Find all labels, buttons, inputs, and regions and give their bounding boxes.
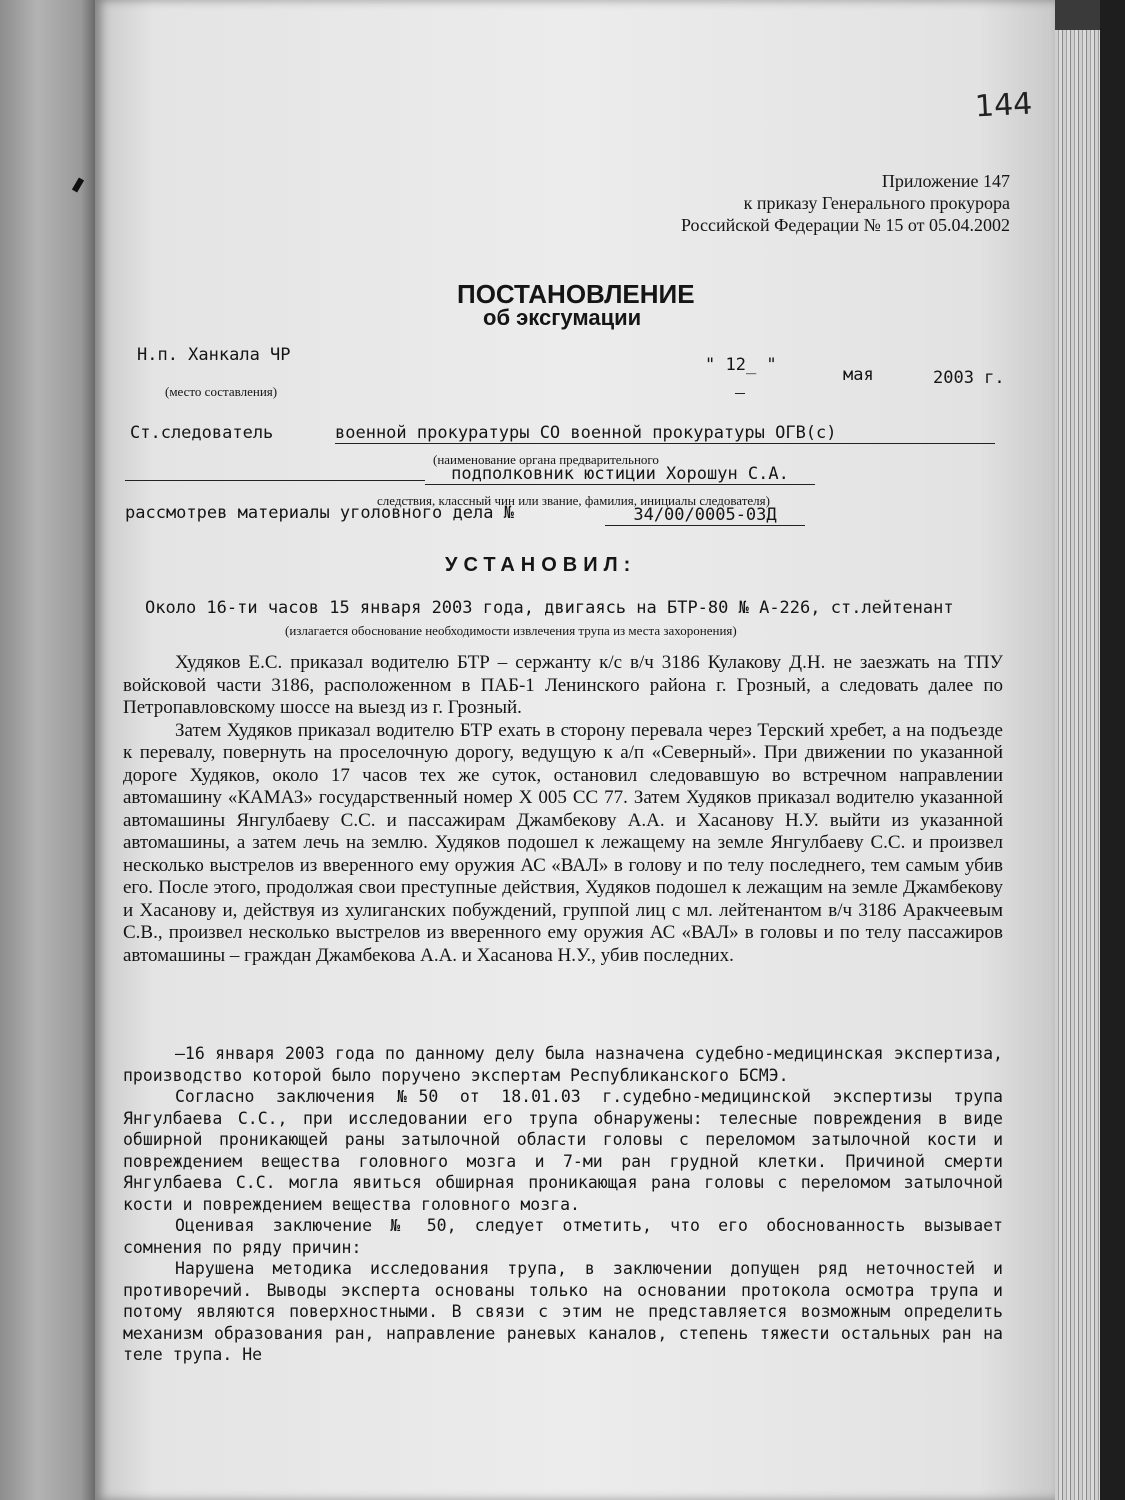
appendix-line2: к приказу Генерального прокурора xyxy=(743,193,1010,213)
date-year: 2003 г. xyxy=(933,368,1005,388)
place-caption: (место составления) xyxy=(165,384,278,399)
paragraph-3: —16 января 2003 года по данному делу была назначена судебно-медицинская экспертиза, производство которой было поручено экспертам Республиканского БСМЭ. xyxy=(123,1044,1003,1085)
paragraph-1: Худяков Е.С. приказал водителю БТР – сержанту к/с в/ч 3186 Кулакову Д.Н. не заезжать на ТПУ войсковой части 3186, расположенном в ПАБ-1 Ленинского района г. Грозный, а следовать далее по Петропавловскому шоссе на выезд из г. Грозный. xyxy=(123,652,1003,718)
intro-caption: (излагается обоснование необходимости извлечения трупа из места захоронения) xyxy=(285,623,737,638)
paragraph-4: Согласно заключения №50 от 18.01.03 г.судебно-медицинской экспертизы трупа Янгулбаева С.С., при исследовании его трупа обнаружены: телесные повреждения в виде обширной проникающей раны затылочной области головы с переломом затылочной кости и повреждением вещества головного мозга и 7-ми ран грудной клетки. Причиной смерти Янгулбаева С.С. могла явиться обширная проникающая рана головы с переломом затылочной кости и повреждением вещества головного мозга. xyxy=(123,1087,1003,1214)
paragraph-6: Нарушена методика исследования трупа, в заключении допущен ряд неточностей и противоречий. Выводы эксперта основаны только на основании протокола осмотра трупа и потому являются поверхностными. В связи с этим не представляется возможным определить механизм образования ран, направление раневых каналов, степень тяжести остальных ран на теле трупа. Не xyxy=(123,1259,1003,1364)
appendix-line3: Российской Федерации № 15 от 05.04.2002 xyxy=(680,215,1010,235)
left-facing-page xyxy=(0,0,95,1500)
document-page xyxy=(95,0,1055,1500)
rank-caption: следствия, классный чин или звание, фамилия, инициалы следователя) xyxy=(377,493,770,508)
date-month: мая xyxy=(843,365,874,385)
document-subtitle: об эксгумации xyxy=(483,305,642,330)
paragraph-5: Оценивая заключение № 50, следует отметить, что его обоснованность вызывает сомнения по ряду причин: xyxy=(123,1216,1003,1257)
investigator-org: военной прокуратуры СО военной прокуратуры ОГВ(с) xyxy=(335,423,995,444)
handwritten-page-number: 144 xyxy=(974,86,1034,125)
paragraph-2: Затем Худяков приказал водителю БТР ехать в сторону перевала через Терский хребет, а на подъезде к перевалу, повернуть на проселочную дорогу, ведущую к а/п «Северный». При движении по указанной дороге Худяков, около 17 часов тех же суток, остановил следовавшую во встречном направлении автомашину «КАМАЗ» государственный номер Х 005 СС 77. Затем Худяков приказал водителю указанной автомашины Янгулбаеву С.С. и пассажирам Джамбекову А.А. и Хасанову Н.У. выйти из указанной автомашины, а затем лечь на землю. Худяков подошел к лежащему на земле Янгулбаеву С.С. и произвел несколько выстрелов из вверенного ему оружия АС «ВАЛ» в голову и по телу последнего, тем самым убив его. После этого, продолжая свои преступные действия, Худяков подошел к лежащим на земле Джамбекову и Хасанову и, действуя из хулиганских побуждений, группой лиц с мл. лейтенантом в/ч 3186 Аракчеевым С.В., произвел несколько выстрелов из вверенного ему оружия АС «ВАЛ» в головы и по телу пассажиров автомашины – граждан Джамбекова А.А. и Хасанова Н.У., убив последних. xyxy=(123,719,1003,966)
background-right xyxy=(1100,0,1125,1500)
case-label: рассмотрев материалы уголовного дела № xyxy=(125,503,514,523)
expert-text-block xyxy=(123,1043,1003,1366)
intro-line: Около 16-ти часов 15 января 2003 года, двигаясь на БТР-80 № А-226, ст.лейтенант xyxy=(145,598,954,618)
document-title: ПОСТАНОВЛЕНИЕ xyxy=(457,279,695,309)
rank-left-line xyxy=(125,480,425,481)
established-heading: УСТАНОВИЛ: xyxy=(445,554,637,576)
page-stack-edge xyxy=(1055,30,1100,1500)
body-text-block xyxy=(123,652,1003,967)
place-of-drafting: Н.п. Ханкала ЧР xyxy=(137,345,291,365)
org-caption: (наименование органа предварительного xyxy=(433,452,659,467)
investigator-label: Ст.следователь xyxy=(130,423,274,443)
date-day: " 12_ " xyxy=(705,355,777,375)
appendix-block xyxy=(681,170,1010,236)
day-underline xyxy=(735,393,745,394)
appendix-line1: Приложение 147 xyxy=(881,171,1010,191)
case-number: 34/00/0005-03Д xyxy=(605,505,805,526)
investigator-rank: подполковник юстиции Хорошун С.А. xyxy=(425,464,815,485)
